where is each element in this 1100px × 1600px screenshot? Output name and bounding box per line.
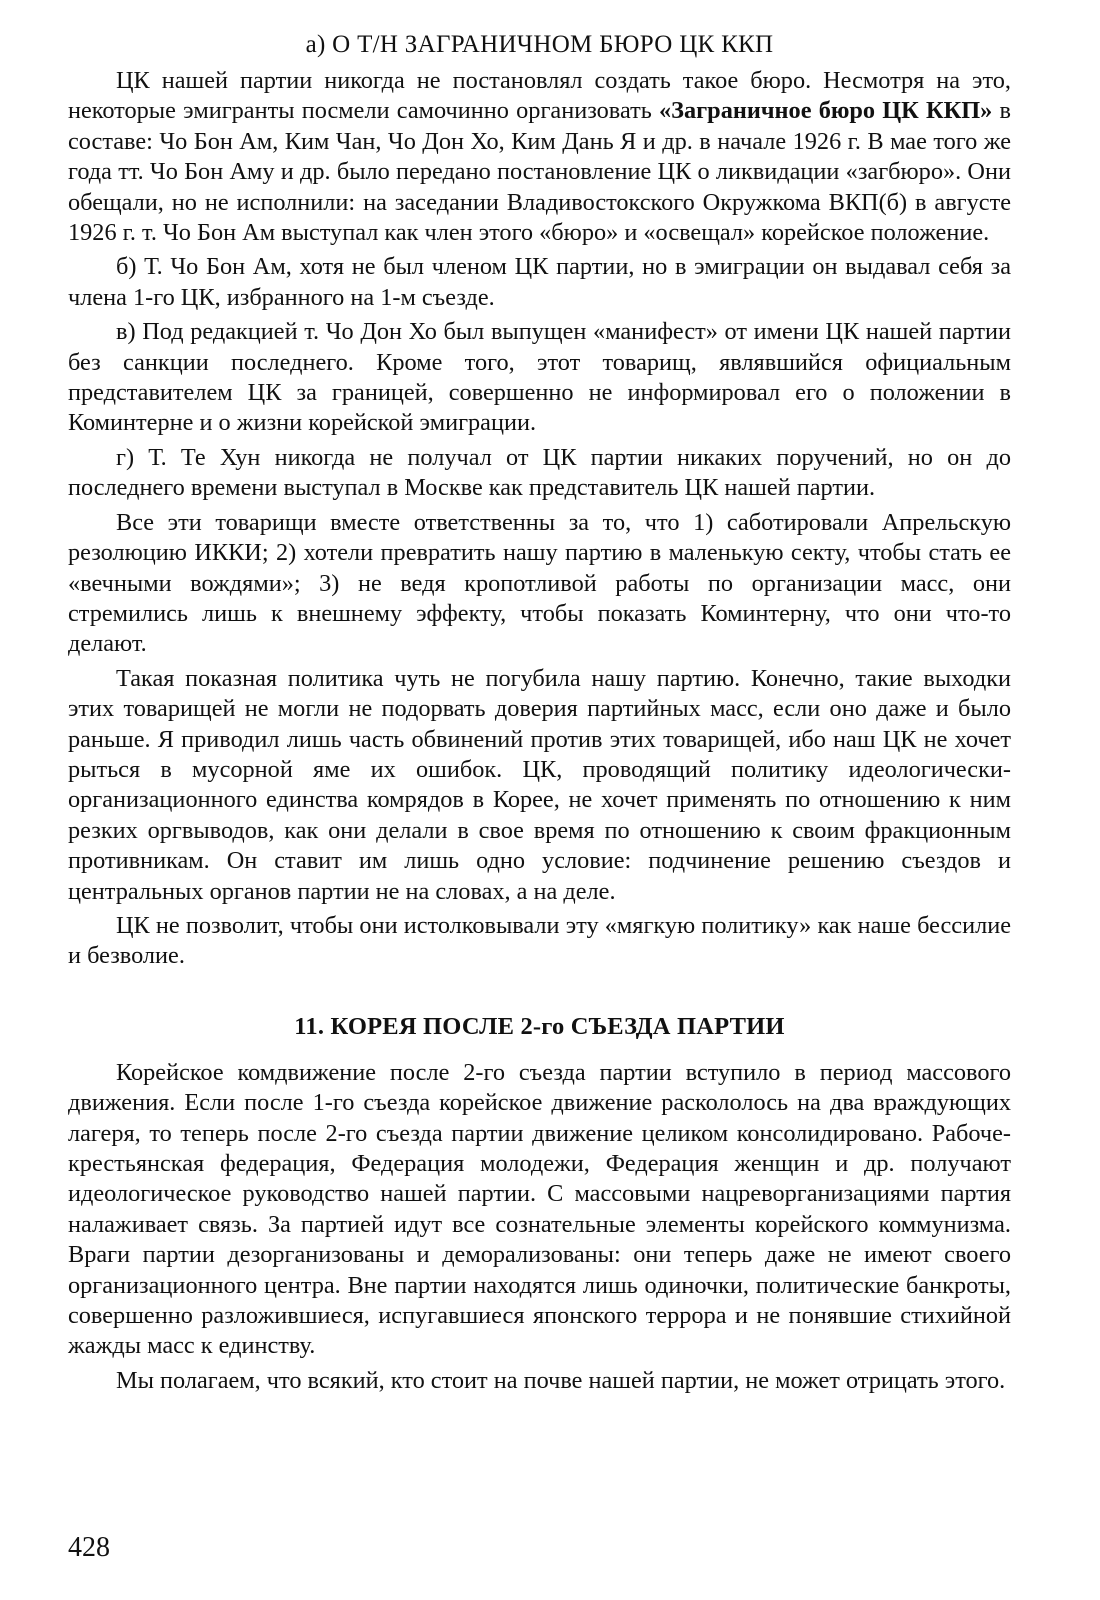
paragraph-2: б) Т. Чо Бон Ам, хотя не был членом ЦК партии, но в эмиграции он выдавал себя за члена 1-го ЦК, избранного на 1-м съезде. — [68, 253, 1011, 311]
paragraph-6: Такая показная политика чуть не погубила нашу партию. Конечно, такие выходки этих товарищей не могли не подорвать доверия партийных масс, если оно даже и было раньше. Я приводил лишь часть обвинений против этих товарищей, ибо наш ЦК не хочет рыться в мусорной яме их ошибок. ЦК, проводящий политику идеологически-организационного единства комрядов в Корее, не хочет применять по отношению к ним резких оргвыводов, как они делали в свое время по отношению к своим фракционным противникам. Он ставит им лишь одно условие: подчинение решению съездов и центральных органов партии не на словах, а на деле. — [68, 664, 1011, 905]
paragraph-1 — [68, 66, 1011, 248]
paragraph-9: Мы полагаем, что всякий, кто стоит на почве нашей партии, не может отрицать этого. — [116, 1366, 1006, 1394]
paragraph-3: в) Под редакцией т. Чо Дон Хо был выпущен «манифест» от имени ЦК нашей партии без санкции последнего. Кроме того, этот товарищ, являвшийся официальным представителем ЦК за границей, совершенно не информировал его о положении в Коминтерне и о жизни корейской эмиграции. — [68, 318, 1011, 437]
page-number: 428 — [68, 1532, 110, 1563]
document-page — [68, 30, 1011, 1570]
paragraph-8: Корейское комдвижение после 2-го съезда партии вступило в период массового движения. Если после 1-го съезда корейское движение раскололось на два враждующих лагеря, то теперь после 2-го съезда партии движение целиком консолидировано. Рабоче-крестьянская федерация, Федерация молодежи, Федерация женщин и др. получают идеологическое руководство нашей партии. С массовыми нацреворганизациями партия налаживает связь. За партией идут все сознательные элементы корейского коммунизма. Враги партии дезорганизованы и деморализованы: они теперь даже не имеют своего организационного центра. Вне партии находятся лишь одиночки, политические банкроты, совершенно разложившиеся, испугавшиеся японского террора и не понявшие стихийной жажды масс к единству. — [68, 1058, 1011, 1360]
subsection-title: а) О Т/Н ЗАГРАНИЧНОМ БЮРО ЦК ККП — [305, 31, 774, 58]
paragraph-1-text-end: в составе: Чо Бон Ам, Ким Чан, Чо Дон Хо, Ким Дань Я и др. в начале 1926 г. В мае того же года тт. Чо Бон Аму и др. было передано постановление ЦК о ликвидации «загбюро». Они обещали, но не исполнили: на заседании Владивостокского Окружкома ВКП(б) в августе 1926 г. т. Чо Бон Ам выступал как член этого «бюро» и «освещал» корейское положение. — [68, 97, 1011, 247]
bold-bureau-name: «Заграничное бюро ЦК ККП» — [659, 97, 993, 125]
paragraph-1-text-start: ЦК нашей партии никогда не постановлял создать такое бюро. Несмотря на это, некоторые эмигранты посмели самочинно организовать — [68, 67, 1011, 125]
section-title: 11. КОРЕЯ ПОСЛЕ 2-го СЪЕЗДА ПАРТИИ — [294, 1012, 785, 1040]
paragraph-7: ЦК не позволит, чтобы они истолковывали эту «мягкую политику» как наше бессилие и безволие. — [68, 911, 1011, 970]
paragraph-5: Все эти товарищи вместе ответственны за то, что 1) саботировали Апрельскую резолюцию ИККИ; 2) хотели превратить нашу партию в маленькую секту, чтобы стать ее «вечными вождями»; 3) не ведя кропотливой работы по организации масс, они стремились лишь к внешнему эффекту, чтобы показать Коминтерну, что они что-то делают. — [68, 508, 1011, 658]
paragraph-4: г) Т. Те Хун никогда не получал от ЦК партии никаких поручений, но он до последнего времени выступал в Москве как представитель ЦК нашей партии. — [68, 443, 1011, 502]
